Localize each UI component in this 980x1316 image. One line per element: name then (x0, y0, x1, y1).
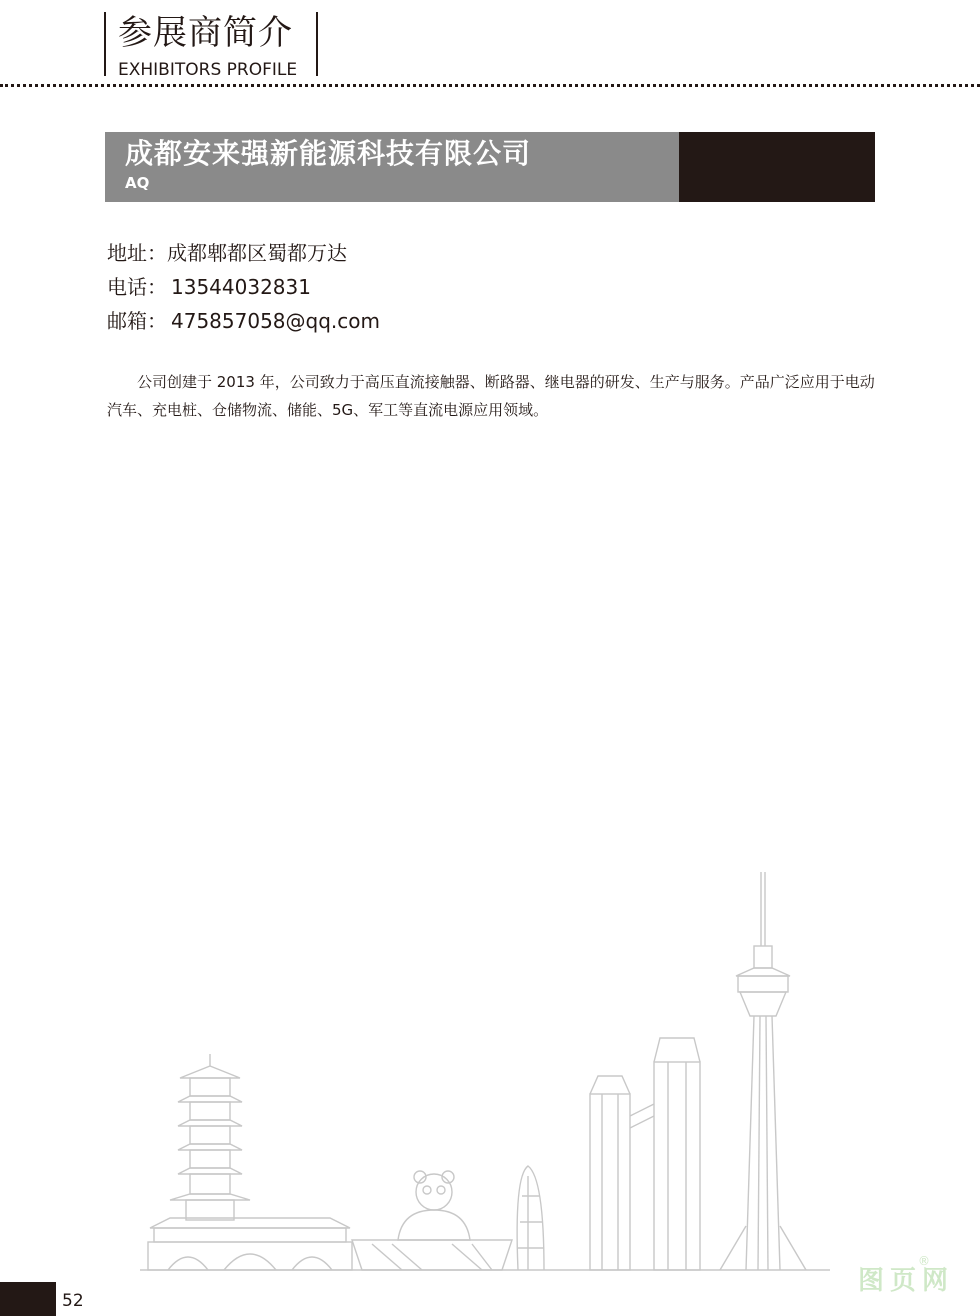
banner-dark-block (679, 132, 875, 202)
company-name: 成都安来强新能源科技有限公司 (125, 137, 532, 170)
twin-towers-drawing (590, 1038, 700, 1270)
watermark-text: 图页网 (858, 1266, 955, 1296)
section-title-en: EXHIBITORS PROFILE (118, 60, 298, 80)
bridge-drawing (148, 1218, 352, 1270)
section-title-cn: 参展商简介 (118, 13, 293, 53)
page-tab-block (0, 1282, 56, 1316)
company-banner (105, 132, 875, 202)
company-intro: 公司创建于 2013 年，公司致力于高压直流接触器、断路器、继电器的研发、生产与服务。产品广泛应用于电动汽车、充电桩、仓储物流、储能、5G、军工等直流电源应用领域。 (107, 373, 875, 419)
company-abbr: AQ (125, 174, 150, 192)
page-number: 52 (62, 1291, 84, 1311)
email-label: 邮箱： (107, 309, 167, 333)
watermark-registered-mark: ® (918, 1254, 930, 1268)
header-left-bar (104, 12, 106, 76)
dotted-divider (0, 84, 980, 87)
email-value: 475857058@qq.com (171, 309, 380, 333)
section-header (104, 10, 318, 78)
address-label: 地址： (107, 241, 167, 265)
phone-value: 13544032831 (171, 275, 311, 299)
header-right-bar (316, 12, 318, 76)
address-row (107, 236, 380, 270)
phone-row (107, 270, 380, 304)
email-row (107, 304, 380, 338)
address-value: 成都郫都区蜀都万达 (167, 241, 347, 265)
panda-drawing (352, 1171, 512, 1270)
contact-info (107, 236, 380, 338)
phone-label: 电话： (107, 275, 167, 299)
city-skyline-illustration (140, 866, 830, 1276)
tv-tower-drawing (720, 872, 806, 1270)
curved-tower-drawing (517, 1166, 544, 1270)
pagoda-drawing (170, 1054, 250, 1220)
